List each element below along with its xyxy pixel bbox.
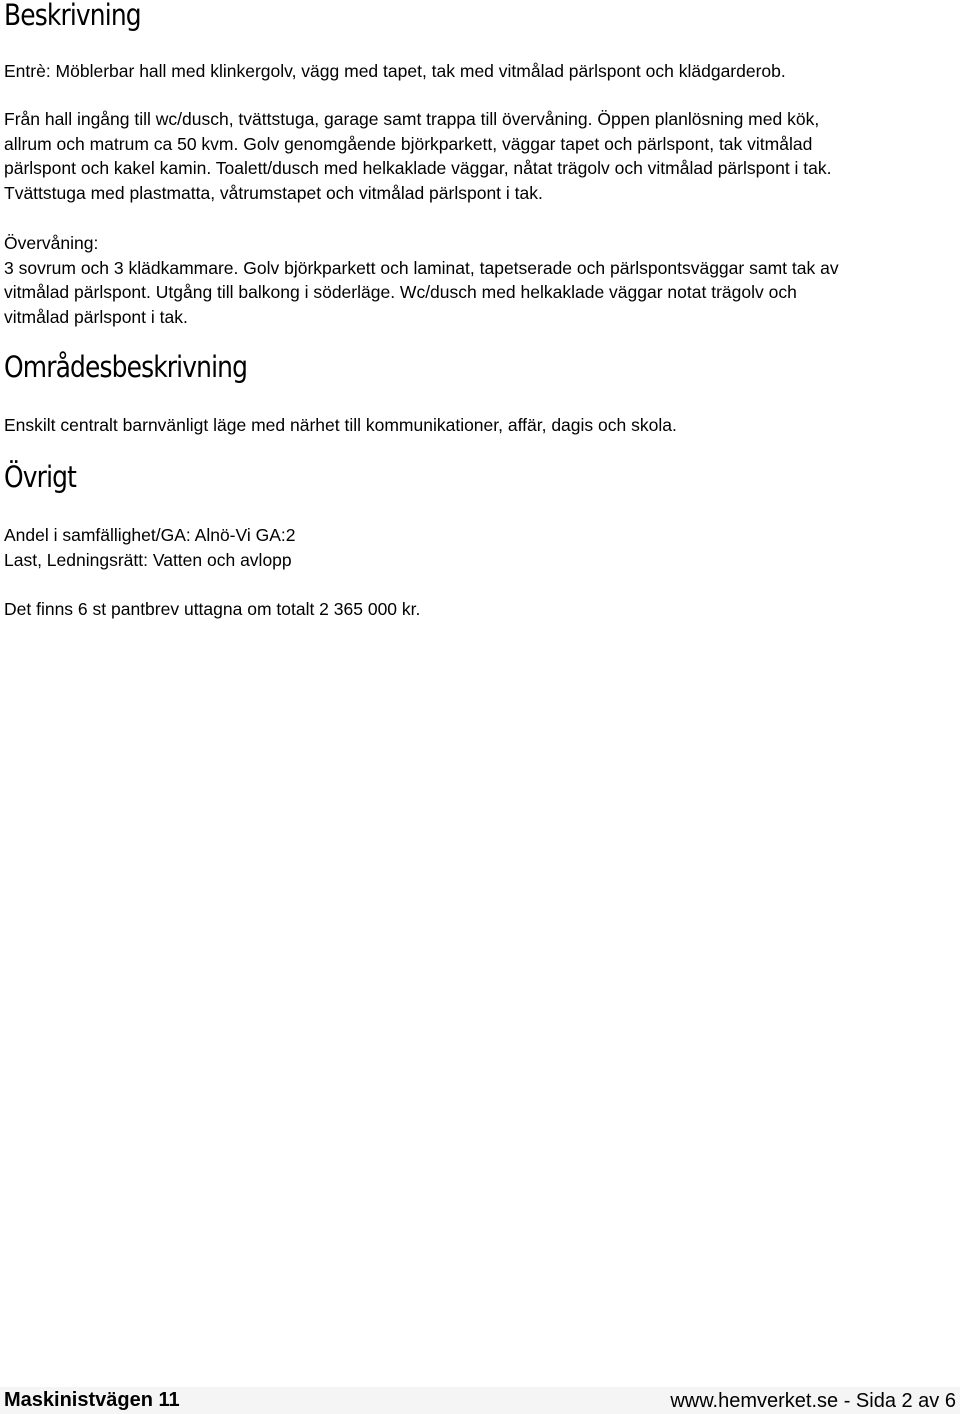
text-line: Övervåning: <box>4 233 99 253</box>
text-line: Från hall ingång till wc/dusch, tvättstuga, garage samt trappa till övervåning. Öppen planlösning med kök, <box>4 109 820 129</box>
text-line: Last, Ledningsrätt: Vatten och avlopp <box>4 549 292 570</box>
paragraph-ovrigt <box>4 523 949 572</box>
heading-omradesbeskrivning: Områdesbeskrivning <box>4 350 248 384</box>
text-line: Entrè: Möblerbar hall med klinkergolv, vägg med tapet, tak med vitmålad pärlspont och klädgarderob. <box>4 61 786 81</box>
text-line: Tvättstuga med plastmatta, våtrumstapet och vitmålad pärlspont i tak. <box>4 182 543 203</box>
heading-beskrivning: Beskrivning <box>4 0 141 32</box>
page-footer <box>0 1387 960 1414</box>
text-line: vitmålad pärlspont. Utgång till balkong i söderläge. Wc/dusch med helkaklade väggar notat trägolv och <box>4 282 797 302</box>
heading-ovrigt: Övrigt <box>4 460 77 494</box>
text-line: Enskilt centralt barnvänligt läge med närhet till kommunikationer, affär, dagis och skola. <box>4 415 677 435</box>
paragraph-overvaning <box>4 231 949 329</box>
text-line: allrum och matrum ca 50 kvm. Golv genomgående björkparkett, väggar tapet och pärlspont, tak vitmålad <box>4 133 813 154</box>
footer-address: Maskinistvägen 11 <box>4 1389 180 1411</box>
paragraph-pantbrev <box>4 597 949 622</box>
paragraph-omrade <box>4 413 949 438</box>
text-line: pärlspont och kakel kamin. Toalett/dusch med helkaklade väggar, nåtat trägolv och vitmålad pärlspont i tak. <box>4 158 832 178</box>
text-line: 3 sovrum och 3 klädkammare. Golv björkparkett och laminat, tapetserade och pärlspontsväggar samt tak av <box>4 257 839 278</box>
text-line: vitmålad pärlspont i tak. <box>4 306 188 327</box>
text-line: Andel i samfällighet/GA: Alnö-Vi GA:2 <box>4 525 296 545</box>
footer-page-info: www.hemverket.se - Sida 2 av 6 <box>670 1390 956 1412</box>
paragraph-entre <box>4 59 949 84</box>
text-line: Det finns 6 st pantbrev uttagna om totalt 2 365 000 kr. <box>4 599 421 619</box>
paragraph-hall <box>4 107 949 205</box>
